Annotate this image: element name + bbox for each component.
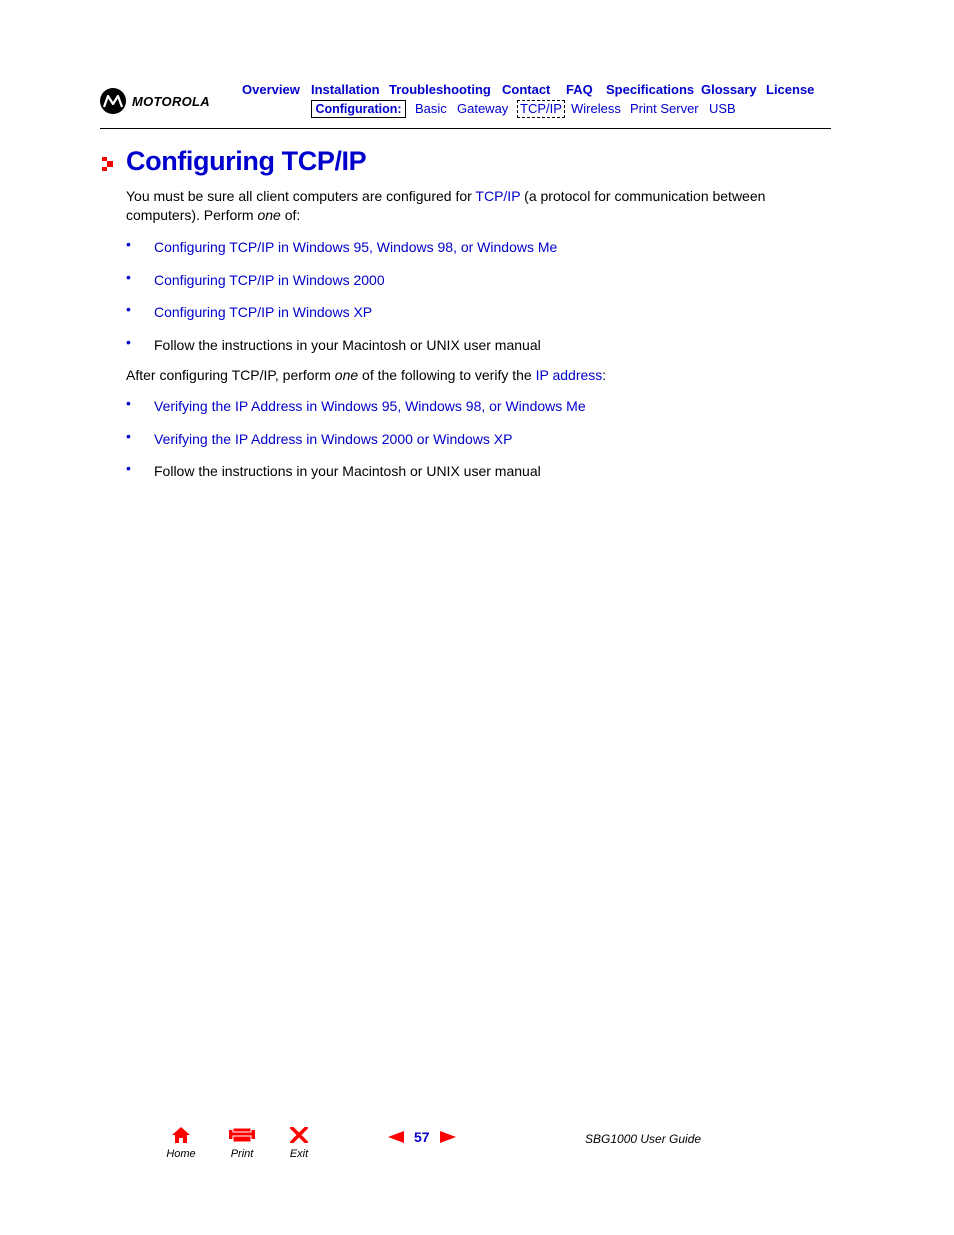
nav-tcpip-current[interactable]: TCP/IP [517, 100, 565, 118]
intro-paragraph [126, 187, 786, 225]
exit-icon [290, 1127, 308, 1143]
intro-text-3: of: [280, 207, 301, 223]
verify-emphasis: one [334, 367, 359, 383]
link-tcpip-win2000[interactable]: Configuring TCP/IP in Windows 2000 [154, 272, 385, 288]
nav-troubleshooting[interactable]: Troubleshooting [389, 82, 491, 97]
bullet-icon: • [126, 236, 131, 252]
print-label: Print [230, 1148, 254, 1160]
motorola-logo-icon [100, 88, 126, 114]
nav-overview[interactable]: Overview [242, 82, 300, 97]
verify-text-3: : [602, 367, 607, 383]
ip-address-link[interactable]: IP address [535, 367, 603, 383]
nav-specifications[interactable]: Specifications [606, 82, 695, 97]
intro-text-2: (a protocol for communication between computers). Perform [126, 188, 766, 223]
nav-basic[interactable]: Basic [415, 101, 447, 116]
verify-text-2: of the following to verify the [358, 367, 536, 383]
nav-print-server[interactable]: Print Server [630, 101, 699, 116]
intro-text: You must be sure all client computers are configured for [126, 188, 476, 204]
bullet-icon: • [126, 428, 131, 444]
link-tcpip-winxp[interactable]: Configuring TCP/IP in Windows XP [154, 304, 373, 320]
page-number: 57 [414, 1129, 430, 1145]
exit-button[interactable] [279, 1127, 319, 1160]
header-divider [100, 128, 831, 129]
link-tcpip-win95-98-me[interactable]: Configuring TCP/IP in Windows 95, Windows 98, or Windows Me [154, 239, 558, 255]
nav-glossary[interactable]: Glossary [701, 82, 757, 97]
page-title: Configuring TCP/IP [126, 146, 367, 176]
nav-faq[interactable]: FAQ [566, 82, 593, 97]
home-button[interactable] [161, 1127, 201, 1160]
nav-wireless[interactable]: Wireless [571, 101, 621, 116]
home-icon [172, 1127, 190, 1143]
nav-contact[interactable]: Contact [502, 82, 551, 97]
bullet-icon: • [126, 395, 131, 411]
page-navigation [388, 1129, 456, 1145]
nav-configuration-label[interactable]: Configuration: [311, 100, 406, 118]
nav-license[interactable]: License [766, 82, 815, 97]
link-verify-win2000-xp[interactable]: Verifying the IP Address in Windows 2000 or Windows XP [154, 431, 513, 447]
mac-unix-instructions: Follow the instructions in your Macintosh or UNIX user manual [154, 463, 541, 479]
intro-emphasis: one [257, 207, 281, 223]
home-label: Home [166, 1148, 196, 1160]
verify-paragraph [126, 366, 786, 385]
logo-text: MOTOROLA [132, 93, 210, 109]
print-button[interactable] [222, 1127, 262, 1160]
mac-unix-instructions: Follow the instructions in your Macintosh or UNIX user manual [154, 337, 541, 353]
exit-label: Exit [289, 1148, 309, 1160]
next-page-icon[interactable] [440, 1131, 456, 1143]
link-verify-win95-98-me[interactable]: Verifying the IP Address in Windows 95, Windows 98, or Windows Me [154, 398, 586, 414]
bullet-icon: • [126, 460, 131, 476]
bullet-icon: • [126, 301, 131, 317]
nav-usb[interactable]: USB [709, 101, 736, 116]
guide-title: SBG1000 User Guide [585, 1132, 702, 1146]
nav-gateway[interactable]: Gateway [457, 101, 509, 116]
nav-installation[interactable]: Installation [311, 82, 380, 97]
verify-text: After configuring TCP/IP, perform [126, 367, 335, 383]
bullet-icon: • [126, 334, 131, 350]
tcpip-link[interactable]: TCP/IP [475, 188, 521, 204]
title-arrow-icon [102, 157, 114, 171]
bullet-icon: • [126, 269, 131, 285]
prev-page-icon[interactable] [388, 1131, 404, 1143]
motorola-logo [100, 88, 210, 114]
print-icon [228, 1127, 256, 1143]
